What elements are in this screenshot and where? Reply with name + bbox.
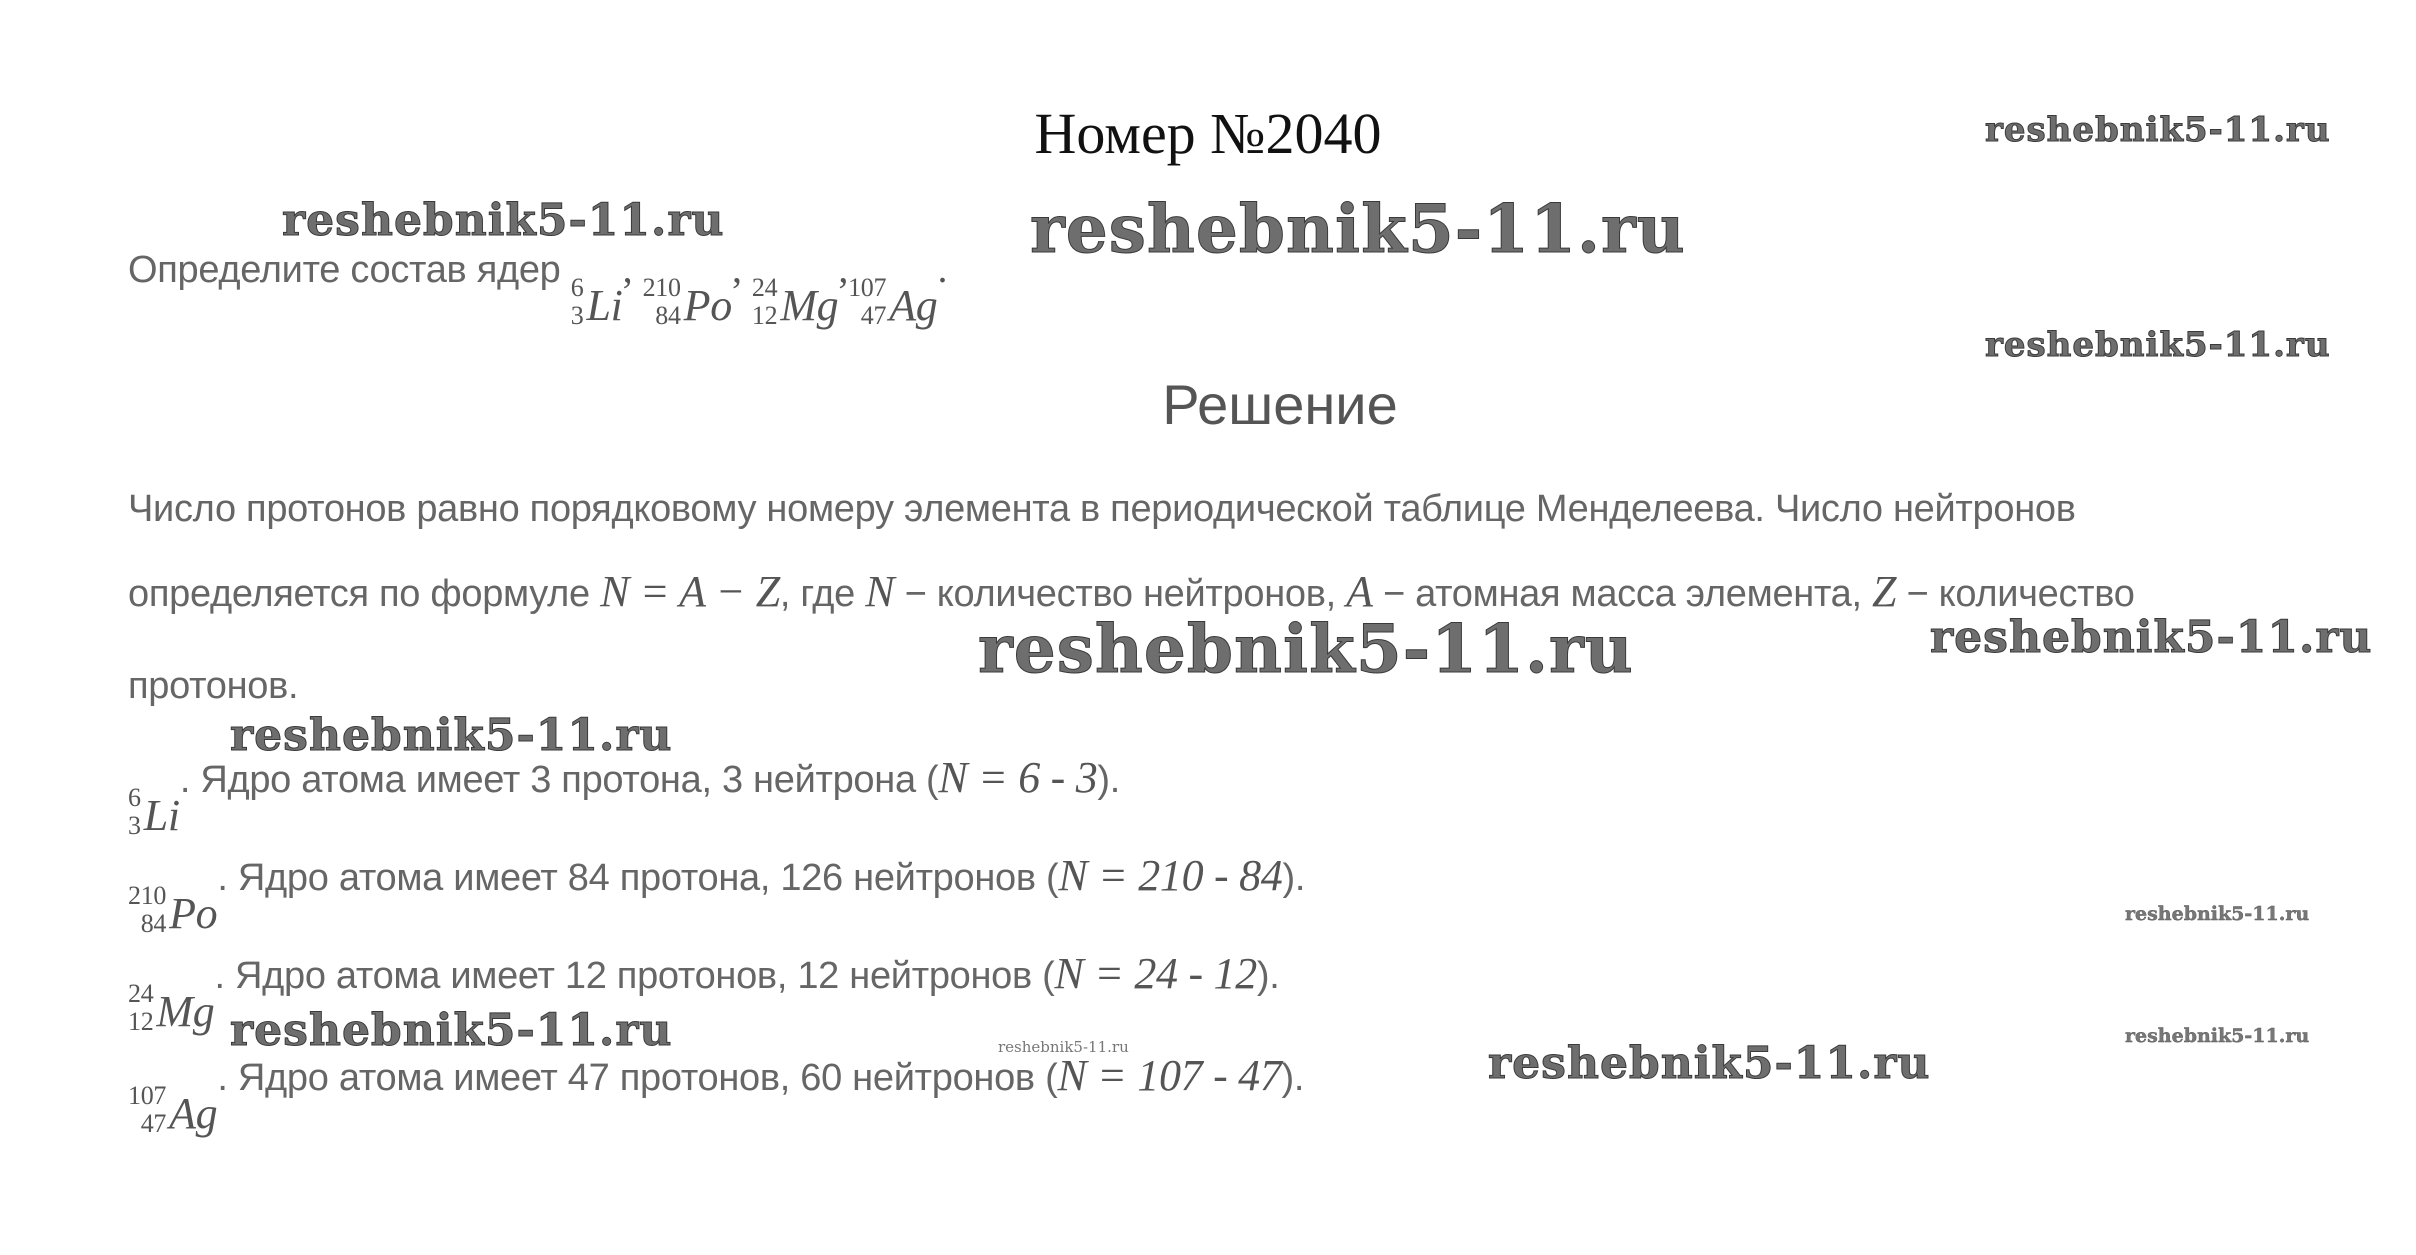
- watermark: reshebnik5-11.ru: [2125, 903, 2310, 925]
- variable-n: N: [865, 567, 895, 616]
- task-line: [128, 245, 947, 330]
- result-row: [128, 752, 1120, 840]
- nuclide-mass: 6: [570, 273, 584, 302]
- nuclide-charge: 47: [140, 1109, 167, 1138]
- explanation-text: − атомная масса элемента,: [1382, 573, 1862, 615]
- nuclide-mass: 107: [128, 1081, 167, 1110]
- watermark: reshebnik5-11.ru: [1030, 190, 1686, 268]
- nuclide-li: [571, 274, 623, 330]
- separator: .: [937, 246, 948, 291]
- watermark: reshebnik5-11.ru: [1930, 612, 2373, 663]
- nuclide-symbol: Mg: [156, 987, 215, 1036]
- nuclide-symbol: Ag: [169, 1089, 218, 1138]
- nuclide-li: [128, 784, 180, 840]
- watermark: reshebnik5-11.ru: [282, 195, 725, 246]
- nuclide-symbol: Li: [143, 791, 180, 840]
- watermark: reshebnik5-11.ru: [1488, 1038, 1931, 1089]
- nuclide-mg: [128, 980, 214, 1036]
- nuclide-charge: 12: [751, 301, 778, 330]
- separator: ,: [622, 246, 633, 291]
- watermark: reshebnik5-11.ru: [978, 610, 1634, 688]
- watermark: reshebnik5-11.ru: [230, 1005, 673, 1056]
- result-formula: N = 107 - 47: [1057, 1051, 1282, 1100]
- nuclide-charge: 3: [128, 811, 141, 840]
- nuclide-mass: 6: [128, 783, 141, 812]
- result-formula: N = 210 - 84: [1058, 851, 1283, 900]
- nuclide-po: [643, 274, 732, 330]
- result-text: . Ядро атома имеет 47 протонов, 60 нейтронов (: [217, 1057, 1058, 1099]
- result-end: ).: [1281, 1057, 1305, 1099]
- nuclide-charge: 12: [128, 1007, 154, 1036]
- variable-z: Z: [1872, 567, 1897, 616]
- result-text: . Ядро атома имеет 3 протона, 3 нейтрона (: [179, 759, 939, 801]
- nuclide-ag: [128, 1082, 217, 1138]
- watermark: reshebnik5-11.ru: [1985, 110, 2331, 150]
- result-end: ).: [1282, 857, 1306, 899]
- watermark: reshebnik5-11.ru: [230, 710, 673, 761]
- explanation-line-3: протонов.: [128, 665, 299, 707]
- result-formula: N = 24 - 12: [1054, 949, 1257, 998]
- explanation-text: − количество: [1906, 573, 2135, 615]
- separator: ,: [838, 246, 849, 291]
- page-title: Номер №2040: [1034, 101, 1382, 166]
- nuclide-ag: [848, 274, 937, 330]
- nuclide-symbol: Li: [586, 281, 623, 330]
- nuclide-charge: 47: [860, 301, 887, 330]
- result-text: . Ядро атома имеет 12 протонов, 12 нейтронов (: [214, 955, 1055, 997]
- explanation-text: , где: [779, 573, 855, 615]
- nuclide-mass: 24: [128, 979, 154, 1008]
- nuclide-symbol: Ag: [889, 281, 938, 330]
- nuclide-charge: 3: [570, 301, 584, 330]
- nuclide-charge: 84: [140, 909, 167, 938]
- result-row: [128, 850, 1305, 938]
- result-formula: N = 6 - 3: [938, 753, 1098, 802]
- variable-a: A: [1346, 567, 1373, 616]
- watermark: reshebnik5-11.ru: [2125, 1025, 2310, 1047]
- watermark: reshebnik5-11.ru: [1985, 325, 2331, 365]
- result-end: ).: [1256, 955, 1280, 997]
- nuclide-mass: 107: [848, 273, 887, 302]
- nuclide-po: [128, 882, 217, 938]
- result-end: ).: [1097, 759, 1121, 801]
- nuclide-symbol: Mg: [780, 281, 839, 330]
- nuclide-mass: 210: [642, 273, 681, 302]
- result-row: [128, 1050, 1304, 1138]
- task-text: Определите состав ядер: [128, 249, 561, 291]
- nuclide-mass: 210: [128, 881, 167, 910]
- watermark: reshebnik5-11.ru: [998, 1038, 1129, 1056]
- nuclide-charge: 84: [655, 301, 681, 330]
- solution-heading: Решение: [1162, 373, 1398, 436]
- result-text: . Ядро атома имеет 84 протона, 126 нейтронов (: [217, 857, 1059, 899]
- nuclide-mass: 24: [751, 273, 778, 302]
- explanation-text: − количество нейтронов,: [904, 573, 1336, 615]
- explanation-line-1: Число протонов равно порядковому номеру элемента в периодической таблице Менделеева. Число нейтронов: [128, 488, 2076, 530]
- nuclide-symbol: Po: [683, 281, 732, 330]
- separator: ,: [731, 246, 742, 291]
- formula: N = A − Z: [600, 567, 780, 616]
- nuclide-mg: [752, 274, 838, 330]
- explanation-text: определяется по формуле: [128, 573, 590, 615]
- nuclide-symbol: Po: [169, 889, 218, 938]
